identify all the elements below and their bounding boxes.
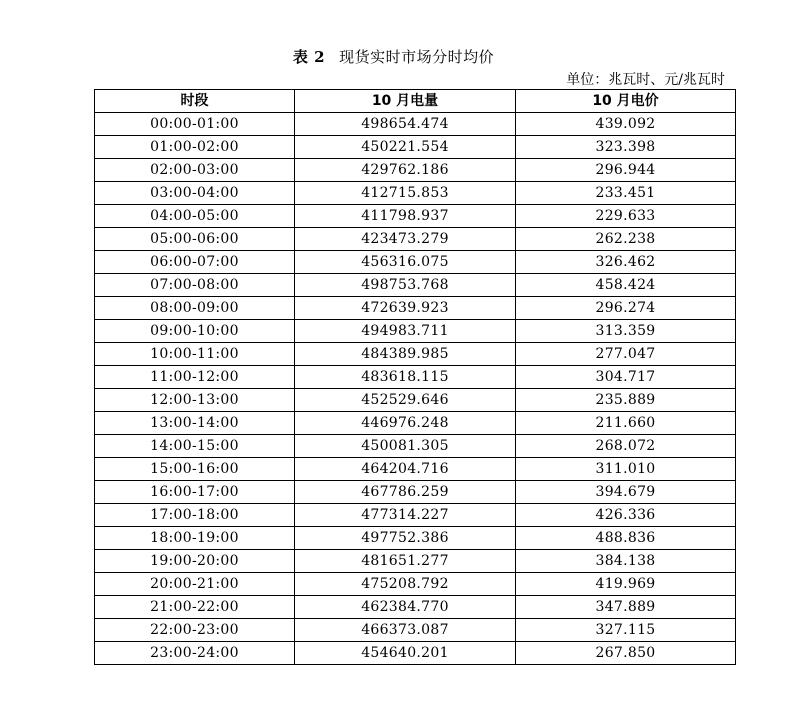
cell-period: 06:00-07:00 (95, 251, 295, 274)
header-row (95, 90, 736, 113)
table-row (95, 481, 736, 504)
cell-price: 268.072 (516, 435, 736, 458)
cell-price: 347.889 (516, 596, 736, 619)
table-number: 表 2 (292, 48, 326, 66)
cell-volume: 494983.711 (295, 320, 516, 343)
cell-price: 267.850 (516, 642, 736, 665)
table-title: 现货实时市场分时均价 (339, 48, 495, 66)
table-row (95, 228, 736, 251)
cell-volume: 481651.277 (295, 550, 516, 573)
cell-period: 19:00-20:00 (95, 550, 295, 573)
cell-volume: 462384.770 (295, 596, 516, 619)
cell-volume: 446976.248 (295, 412, 516, 435)
cell-period: 13:00-14:00 (95, 412, 295, 435)
cell-price: 384.138 (516, 550, 736, 573)
cell-price: 426.336 (516, 504, 736, 527)
cell-period: 14:00-15:00 (95, 435, 295, 458)
cell-volume: 483618.115 (295, 366, 516, 389)
cell-period: 02:00-03:00 (95, 159, 295, 182)
table-row (95, 343, 736, 366)
cell-period: 16:00-17:00 (95, 481, 295, 504)
cell-period: 03:00-04:00 (95, 182, 295, 205)
table-caption (0, 46, 787, 67)
cell-price: 458.424 (516, 274, 736, 297)
cell-period: 20:00-21:00 (95, 573, 295, 596)
table-row (95, 550, 736, 573)
header-volume: 10 月电量 (295, 90, 516, 113)
cell-period: 01:00-02:00 (95, 136, 295, 159)
cell-period: 18:00-19:00 (95, 527, 295, 550)
cell-price: 277.047 (516, 343, 736, 366)
cell-price: 439.092 (516, 113, 736, 136)
cell-volume: 484389.985 (295, 343, 516, 366)
table-row (95, 573, 736, 596)
cell-price: 326.462 (516, 251, 736, 274)
cell-volume: 475208.792 (295, 573, 516, 596)
cell-price: 488.836 (516, 527, 736, 550)
table-row (95, 136, 736, 159)
cell-period: 10:00-11:00 (95, 343, 295, 366)
cell-volume: 477314.227 (295, 504, 516, 527)
cell-volume: 464204.716 (295, 458, 516, 481)
cell-period: 04:00-05:00 (95, 205, 295, 228)
table-row (95, 205, 736, 228)
cell-price: 262.238 (516, 228, 736, 251)
cell-period: 15:00-16:00 (95, 458, 295, 481)
cell-volume: 472639.923 (295, 297, 516, 320)
table-row (95, 297, 736, 320)
cell-volume: 411798.937 (295, 205, 516, 228)
table-row (95, 159, 736, 182)
cell-volume: 429762.186 (295, 159, 516, 182)
cell-volume: 423473.279 (295, 228, 516, 251)
cell-volume: 466373.087 (295, 619, 516, 642)
table-row (95, 389, 736, 412)
cell-period: 00:00-01:00 (95, 113, 295, 136)
cell-volume: 456316.075 (295, 251, 516, 274)
table-row (95, 435, 736, 458)
table-row (95, 458, 736, 481)
cell-price: 229.633 (516, 205, 736, 228)
cell-volume: 452529.646 (295, 389, 516, 412)
cell-price: 304.717 (516, 366, 736, 389)
cell-volume: 498753.768 (295, 274, 516, 297)
cell-period: 11:00-12:00 (95, 366, 295, 389)
cell-price: 211.660 (516, 412, 736, 435)
table-row (95, 527, 736, 550)
cell-price: 311.010 (516, 458, 736, 481)
cell-price: 233.451 (516, 182, 736, 205)
cell-volume: 454640.201 (295, 642, 516, 665)
table-row (95, 412, 736, 435)
table-body (95, 113, 736, 665)
cell-volume: 498654.474 (295, 113, 516, 136)
cell-period: 08:00-09:00 (95, 297, 295, 320)
cell-period: 22:00-23:00 (95, 619, 295, 642)
table-row (95, 366, 736, 389)
price-table (94, 89, 736, 665)
table-row (95, 274, 736, 297)
table-row (95, 113, 736, 136)
cell-volume: 467786.259 (295, 481, 516, 504)
cell-price: 394.679 (516, 481, 736, 504)
cell-volume: 412715.853 (295, 182, 516, 205)
cell-period: 12:00-13:00 (95, 389, 295, 412)
table-row (95, 619, 736, 642)
cell-price: 235.889 (516, 389, 736, 412)
header-period: 时段 (95, 90, 295, 113)
cell-price: 327.115 (516, 619, 736, 642)
cell-volume: 450081.305 (295, 435, 516, 458)
cell-period: 07:00-08:00 (95, 274, 295, 297)
cell-price: 296.944 (516, 159, 736, 182)
cell-price: 419.969 (516, 573, 736, 596)
cell-price: 296.274 (516, 297, 736, 320)
cell-period: 23:00-24:00 (95, 642, 295, 665)
cell-price: 323.398 (516, 136, 736, 159)
cell-period: 09:00-10:00 (95, 320, 295, 343)
table-row (95, 251, 736, 274)
cell-volume: 497752.386 (295, 527, 516, 550)
header-price: 10 月电价 (516, 90, 736, 113)
table-row (95, 642, 736, 665)
table-row (95, 596, 736, 619)
table-row (95, 504, 736, 527)
cell-price: 313.359 (516, 320, 736, 343)
table-row (95, 320, 736, 343)
cell-period: 05:00-06:00 (95, 228, 295, 251)
cell-volume: 450221.554 (295, 136, 516, 159)
cell-period: 17:00-18:00 (95, 504, 295, 527)
table-row (95, 182, 736, 205)
unit-note: 单位：兆瓦时、元/兆瓦时 (566, 72, 725, 88)
cell-period: 21:00-22:00 (95, 596, 295, 619)
